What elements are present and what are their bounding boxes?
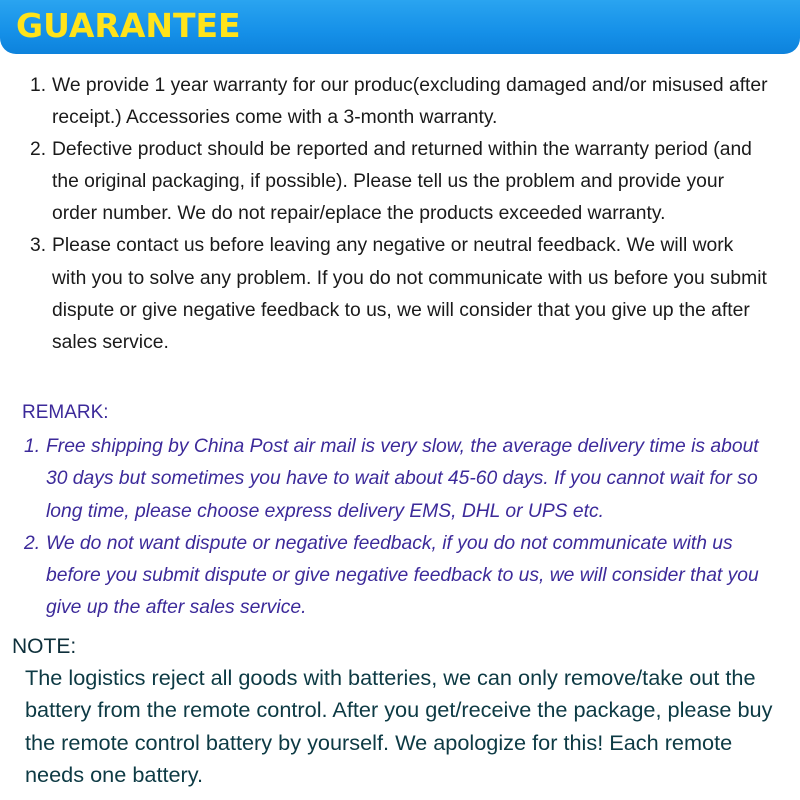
list-item	[0, 134, 800, 230]
list-item-text: Please contact us before leaving any negative or neutral feedback. We will work with you to solve any problem. If you do not communicate with us before you submit dispute or give negative feedback to us, we will consider that you give up the after sales service.	[52, 235, 767, 353]
note-heading: NOTE:	[12, 635, 77, 658]
remark-list	[0, 431, 800, 625]
guarantee-banner	[0, 0, 800, 54]
list-item-number: 3.	[30, 235, 47, 257]
list-item	[0, 528, 800, 625]
list-item-text: Free shipping by China Post air mail is very slow, the average delivery time is about 30 days but sometimes you have to wait about 45-60 days. If you cannot wait for so long time, please choose express delivery EMS, DHL or UPS etc.	[46, 436, 759, 522]
remark-heading: REMARK:	[22, 402, 109, 423]
list-item-text: Defective product should be reported and returned within the warranty period (and the original packaging, if possible). Please tell us the problem and provide your order number. We do not repair/eplace the products exceeded warranty.	[52, 139, 752, 225]
list-item-text: We provide 1 year warranty for our produc(excluding damaged and/or misused after receipt.) Accessories come with a 3-month warranty.	[52, 75, 768, 129]
list-item-number: 1.	[24, 436, 41, 457]
list-item	[0, 70, 800, 134]
list-item	[0, 431, 800, 528]
list-item	[0, 230, 800, 358]
list-item-number: 2.	[30, 139, 47, 161]
list-item-number: 1.	[30, 75, 47, 96]
list-item-text: We do not want dispute or negative feedback, if you do not communicate with us before you submit dispute or give negative feedback to us, we will consider that you give up the after sales service.	[46, 532, 759, 619]
note-text: The logistics reject all goods with batteries, we can only remove/take out the battery from the remote control. After you get/receive the package, please buy the remote control battery by yourself. We apologize for this! Each remote needs one battery.	[25, 665, 773, 787]
guarantee-list	[0, 70, 800, 359]
list-item-number: 2.	[24, 532, 41, 554]
page-title: GUARANTEE	[16, 6, 241, 45]
